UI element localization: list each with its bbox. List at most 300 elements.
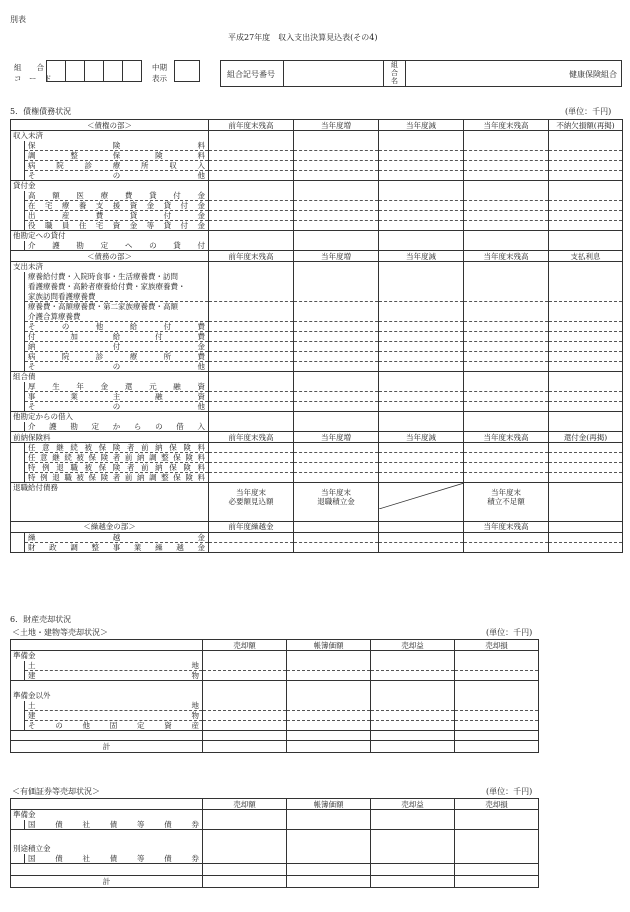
value-cell[interactable] — [203, 671, 287, 681]
value-cell[interactable] — [294, 221, 379, 231]
value-cell[interactable] — [287, 854, 371, 864]
value-cell[interactable] — [464, 231, 549, 241]
value-cell[interactable] — [209, 171, 294, 181]
value-cell[interactable] — [294, 201, 379, 211]
value-cell[interactable] — [379, 231, 464, 241]
item-label: 国債社債等債券 — [25, 820, 203, 830]
value-cell[interactable] — [464, 473, 549, 483]
value-cell[interactable] — [294, 352, 379, 362]
indent — [11, 312, 25, 322]
value-cell[interactable] — [209, 141, 294, 151]
value-cell[interactable] — [294, 292, 379, 302]
value-cell[interactable] — [209, 463, 294, 473]
value-cell[interactable] — [209, 342, 294, 352]
cell — [203, 864, 287, 876]
value-cell[interactable] — [549, 342, 623, 352]
value-cell[interactable] — [455, 711, 539, 721]
value-cell[interactable] — [371, 810, 455, 820]
table-row — [11, 412, 623, 422]
value-cell[interactable] — [209, 322, 294, 332]
item-label: 付加給付費 — [25, 332, 209, 342]
value-cell[interactable] — [464, 342, 549, 352]
value-cell[interactable] — [549, 322, 623, 332]
table-row — [11, 292, 623, 302]
value-cell[interactable] — [379, 171, 464, 181]
value-cell[interactable] — [371, 661, 455, 671]
value-cell[interactable] — [379, 241, 464, 251]
value-cell[interactable] — [209, 181, 294, 191]
value-cell[interactable] — [203, 691, 287, 701]
section6-unit: (単位：千円) — [486, 628, 533, 637]
value-cell[interactable] — [379, 322, 464, 332]
value-cell[interactable] — [549, 171, 623, 181]
item-label: 保険料 — [25, 141, 209, 151]
value-cell[interactable] — [549, 402, 623, 412]
value-cell[interactable] — [294, 372, 379, 382]
value-cell[interactable] — [209, 443, 294, 453]
value-cell[interactable] — [464, 372, 549, 382]
value-cell[interactable] — [379, 422, 464, 432]
item-label: 土地 — [25, 661, 203, 671]
value-cell[interactable] — [209, 542, 294, 552]
value-cell[interactable] — [294, 322, 379, 332]
table-row — [11, 830, 539, 844]
value-cell[interactable] — [294, 131, 379, 141]
value-cell[interactable] — [371, 876, 455, 888]
value-cell[interactable] — [549, 352, 623, 362]
value-cell[interactable] — [379, 201, 464, 211]
value-cell[interactable] — [379, 352, 464, 362]
value-cell[interactable] — [464, 211, 549, 221]
value-cell[interactable] — [464, 532, 549, 542]
value-cell[interactable] — [209, 352, 294, 362]
value-cell[interactable] — [203, 721, 287, 731]
value-cell[interactable] — [464, 332, 549, 342]
value-cell[interactable] — [379, 262, 464, 272]
value-cell[interactable] — [203, 661, 287, 671]
value-cell[interactable] — [464, 402, 549, 412]
table-row — [11, 322, 623, 332]
item-label: 家族訪問看護療養費 — [25, 292, 209, 302]
value-cell[interactable] — [549, 312, 623, 322]
value-cell[interactable] — [379, 392, 464, 402]
value-cell[interactable] — [455, 701, 539, 711]
value-cell[interactable] — [455, 671, 539, 681]
value-cell[interactable] — [455, 810, 539, 820]
value-cell[interactable] — [549, 392, 623, 402]
value-cell[interactable] — [464, 463, 549, 473]
value-cell[interactable] — [209, 241, 294, 251]
value-cell[interactable] — [549, 272, 623, 282]
value-cell[interactable] — [464, 161, 549, 171]
value-cell[interactable] — [294, 312, 379, 322]
value-cell[interactable] — [464, 221, 549, 231]
value-cell[interactable] — [209, 161, 294, 171]
value-cell[interactable] — [287, 661, 371, 671]
value-cell[interactable] — [209, 262, 294, 272]
value-cell[interactable] — [379, 191, 464, 201]
value-cell[interactable] — [203, 820, 287, 830]
table-row — [11, 854, 539, 864]
value-cell[interactable] — [209, 221, 294, 231]
value-cell[interactable] — [371, 721, 455, 731]
table-row — [11, 741, 539, 753]
value-cell[interactable] — [464, 382, 549, 392]
value-cell[interactable] — [294, 332, 379, 342]
value-cell[interactable] — [209, 382, 294, 392]
value-cell[interactable] — [464, 201, 549, 211]
value-cell[interactable] — [287, 671, 371, 681]
value-cell[interactable] — [294, 453, 379, 463]
union-info-box — [220, 60, 622, 87]
value-cell[interactable] — [464, 422, 549, 432]
value-cell[interactable] — [464, 191, 549, 201]
item-label: 看護療養費・高齢者療養給付費・家族療養費・ — [25, 282, 209, 292]
value-cell[interactable] — [464, 453, 549, 463]
land-building-subtitle: ＜土地・建物等売却状況＞ — [12, 628, 108, 637]
value-cell[interactable] — [549, 332, 623, 342]
value-cell[interactable] — [455, 691, 539, 701]
indent — [11, 322, 25, 332]
indent — [11, 292, 25, 302]
value-cell[interactable] — [203, 876, 287, 888]
value-cell[interactable] — [294, 473, 379, 483]
value-cell[interactable] — [379, 292, 464, 302]
value-cell[interactable] — [209, 312, 294, 322]
value-cell[interactable] — [209, 201, 294, 211]
value-cell[interactable] — [549, 221, 623, 231]
value-cell[interactable] — [379, 272, 464, 282]
value-cell[interactable] — [464, 262, 549, 272]
value-cell[interactable] — [455, 651, 539, 661]
item-label: 任意継続被保険者前納調整保険料 — [25, 453, 209, 463]
value-cell[interactable] — [549, 201, 623, 211]
table-row — [11, 302, 623, 312]
value-cell[interactable] — [379, 342, 464, 352]
value-cell[interactable] — [379, 463, 464, 473]
item-label: 財政調整事業繰越金 — [25, 542, 209, 552]
value-cell[interactable] — [209, 272, 294, 282]
value-cell[interactable] — [379, 312, 464, 322]
value-cell[interactable] — [287, 876, 371, 888]
value-cell[interactable] — [294, 141, 379, 151]
value-cell[interactable] — [294, 443, 379, 453]
value-cell[interactable] — [549, 282, 623, 292]
value-cell[interactable] — [379, 362, 464, 372]
indent — [11, 382, 25, 392]
value-cell[interactable] — [287, 844, 371, 854]
value-cell[interactable] — [379, 372, 464, 382]
value-cell[interactable] — [455, 820, 539, 830]
indent — [11, 191, 25, 201]
column-header: 帳簿価額 — [287, 799, 371, 810]
column-header: 当年度減 — [379, 432, 464, 443]
value-cell[interactable] — [209, 282, 294, 292]
item-label: 役職員住宅資金等貸付金 — [25, 221, 209, 231]
value-cell[interactable] — [294, 402, 379, 412]
value-cell[interactable] — [464, 412, 549, 422]
table-row — [11, 272, 623, 282]
item-label: 厚生年金還元融資 — [25, 382, 209, 392]
table-row — [11, 432, 623, 443]
indent — [11, 422, 25, 432]
value-cell[interactable] — [549, 362, 623, 372]
value-cell[interactable] — [455, 661, 539, 671]
value-cell[interactable] — [209, 131, 294, 141]
value-cell[interactable] — [371, 711, 455, 721]
value-cell[interactable] — [464, 392, 549, 402]
value-cell[interactable] — [379, 131, 464, 141]
cell — [11, 640, 203, 651]
item-label: その他 — [25, 402, 209, 412]
value-cell[interactable] — [549, 151, 623, 161]
value-cell[interactable] — [371, 671, 455, 681]
total-label: 計 — [102, 877, 111, 886]
value-cell[interactable] — [294, 302, 379, 312]
indent — [11, 342, 25, 352]
value-cell[interactable] — [209, 412, 294, 422]
value-cell[interactable] — [549, 372, 623, 382]
value-cell[interactable] — [549, 292, 623, 302]
column-header: 売却益 — [371, 640, 455, 651]
table-row — [11, 483, 623, 512]
column-header: 売却益 — [371, 799, 455, 810]
value-cell[interactable] — [549, 191, 623, 201]
value-cell[interactable] — [294, 272, 379, 282]
value-cell[interactable] — [203, 844, 287, 854]
value-cell[interactable] — [287, 721, 371, 731]
retire-required: 当年度末 必要額見込額 — [209, 483, 294, 512]
value-cell[interactable] — [455, 844, 539, 854]
value-cell[interactable] — [379, 453, 464, 463]
value-cell[interactable] — [549, 422, 623, 432]
value-cell[interactable] — [549, 473, 623, 483]
table-row — [11, 731, 539, 741]
table-row — [11, 362, 623, 372]
value-cell[interactable] — [464, 282, 549, 292]
table-row — [11, 681, 539, 691]
value-cell[interactable] — [379, 473, 464, 483]
value-cell[interactable] — [287, 691, 371, 701]
value-cell[interactable] — [464, 292, 549, 302]
section-label: 組合債 — [13, 372, 36, 382]
table-row — [11, 131, 623, 141]
value-cell[interactable] — [287, 651, 371, 661]
value-cell[interactable] — [379, 402, 464, 412]
value-cell[interactable] — [294, 211, 379, 221]
value-cell[interactable] — [294, 231, 379, 241]
item-label: その他 — [25, 362, 209, 372]
table-row — [11, 876, 539, 888]
column-header: 前年度末残高 — [209, 432, 294, 443]
value-cell[interactable] — [464, 272, 549, 282]
value-cell[interactable] — [464, 352, 549, 362]
value-cell[interactable] — [549, 412, 623, 422]
value-cell[interactable] — [209, 211, 294, 221]
value-cell[interactable] — [294, 282, 379, 292]
column-header: 不納欠損額(再掲) — [549, 120, 623, 131]
cell — [371, 681, 455, 691]
item-label: 納付金 — [25, 342, 209, 352]
value-cell[interactable] — [294, 382, 379, 392]
value-cell[interactable] — [379, 141, 464, 151]
value-cell[interactable] — [209, 473, 294, 483]
value-cell[interactable] — [549, 382, 623, 392]
value-cell[interactable] — [455, 876, 539, 888]
value-cell[interactable] — [464, 241, 549, 251]
value-cell[interactable] — [294, 532, 379, 542]
value-cell[interactable] — [209, 532, 294, 542]
value-cell[interactable] — [294, 262, 379, 272]
value-cell[interactable] — [203, 711, 287, 721]
value-cell[interactable] — [549, 211, 623, 221]
value-cell[interactable] — [549, 231, 623, 241]
value-cell[interactable] — [209, 231, 294, 241]
cell — [287, 830, 371, 844]
table-row — [11, 661, 539, 671]
value-cell[interactable] — [379, 443, 464, 453]
value-cell[interactable] — [371, 820, 455, 830]
value-cell[interactable] — [294, 412, 379, 422]
value-cell[interactable] — [549, 262, 623, 272]
value-cell[interactable] — [203, 651, 287, 661]
value-cell[interactable] — [371, 741, 455, 753]
total-label: 計 — [102, 742, 111, 751]
value-cell[interactable] — [464, 312, 549, 322]
value-cell[interactable] — [379, 181, 464, 191]
value-cell[interactable] — [371, 651, 455, 661]
value-cell[interactable] — [464, 362, 549, 372]
value-cell[interactable] — [294, 171, 379, 181]
value-cell[interactable] — [209, 332, 294, 342]
cell — [11, 681, 203, 691]
value-cell[interactable] — [209, 372, 294, 382]
value-cell[interactable] — [203, 854, 287, 864]
cell — [549, 521, 623, 532]
cell — [379, 521, 464, 532]
value-cell[interactable] — [464, 131, 549, 141]
value-cell[interactable] — [464, 151, 549, 161]
value-cell[interactable] — [294, 191, 379, 201]
value-cell[interactable] — [294, 181, 379, 191]
value-cell[interactable] — [379, 532, 464, 542]
value-cell[interactable] — [287, 711, 371, 721]
value-cell[interactable] — [464, 322, 549, 332]
value-cell[interactable] — [549, 443, 623, 453]
value-cell[interactable] — [294, 422, 379, 432]
value-cell[interactable] — [294, 542, 379, 552]
column-header: ＜債務の部＞ — [11, 251, 209, 262]
column-header: 当年度末残高 — [464, 521, 549, 532]
value-cell[interactable] — [371, 701, 455, 711]
value-cell[interactable] — [549, 453, 623, 463]
value-cell[interactable] — [209, 292, 294, 302]
value-cell[interactable] — [209, 151, 294, 161]
item-label: その他固定資産 — [25, 721, 203, 731]
value-cell[interactable] — [379, 542, 464, 552]
value-cell[interactable] — [203, 810, 287, 820]
table-row — [11, 521, 623, 532]
value-cell[interactable] — [549, 463, 623, 473]
value-cell[interactable] — [455, 854, 539, 864]
value-cell[interactable] — [287, 701, 371, 711]
union-code-label: 組 合 コ ー ド — [14, 63, 52, 83]
value-cell[interactable] — [287, 810, 371, 820]
table-row — [11, 651, 539, 661]
value-cell[interactable] — [549, 161, 623, 171]
item-label: 調整保険料 — [25, 151, 209, 161]
value-cell[interactable] — [209, 392, 294, 402]
indent — [11, 453, 25, 463]
value-cell[interactable] — [371, 691, 455, 701]
value-cell[interactable] — [379, 302, 464, 312]
value-cell[interactable] — [209, 302, 294, 312]
column-header: 当年度減 — [379, 251, 464, 262]
page-title: 平成27年度 収入支出決算見込表(その4) — [228, 33, 378, 42]
value-cell[interactable] — [464, 141, 549, 151]
value-cell[interactable] — [379, 282, 464, 292]
period-label: 中期 表示 — [152, 63, 167, 83]
value-cell[interactable] — [294, 463, 379, 473]
value-cell[interactable] — [464, 443, 549, 453]
union-code-boxes[interactable] — [46, 60, 142, 82]
value-cell[interactable] — [294, 362, 379, 372]
value-cell[interactable] — [379, 161, 464, 171]
section6-title: 6．財産売却状況 — [10, 615, 72, 624]
value-cell[interactable] — [294, 392, 379, 402]
value-cell[interactable] — [549, 181, 623, 191]
value-cell[interactable] — [209, 191, 294, 201]
value-cell[interactable] — [549, 131, 623, 141]
value-cell[interactable] — [209, 453, 294, 463]
value-cell[interactable] — [379, 151, 464, 161]
column-header: ＜繰越金の部＞ — [11, 521, 209, 532]
value-cell[interactable] — [287, 820, 371, 830]
value-cell[interactable] — [549, 532, 623, 542]
value-cell[interactable] — [379, 382, 464, 392]
table-row — [11, 251, 623, 262]
value-cell[interactable] — [371, 854, 455, 864]
value-cell[interactable] — [549, 241, 623, 251]
value-cell[interactable] — [379, 211, 464, 221]
value-cell[interactable] — [464, 181, 549, 191]
value-cell[interactable] — [203, 701, 287, 711]
value-cell[interactable] — [209, 362, 294, 372]
value-cell[interactable] — [294, 161, 379, 171]
value-cell[interactable] — [209, 402, 294, 412]
value-cell[interactable] — [549, 542, 623, 552]
value-cell[interactable] — [294, 241, 379, 251]
value-cell[interactable] — [464, 542, 549, 552]
value-cell[interactable] — [379, 221, 464, 231]
indent — [11, 362, 25, 372]
value-cell[interactable] — [455, 741, 539, 753]
value-cell[interactable] — [294, 342, 379, 352]
value-cell[interactable] — [371, 844, 455, 854]
value-cell[interactable] — [287, 741, 371, 753]
value-cell[interactable] — [203, 741, 287, 753]
value-cell[interactable] — [455, 721, 539, 731]
value-cell[interactable] — [464, 302, 549, 312]
value-cell[interactable] — [549, 141, 623, 151]
value-cell[interactable] — [209, 422, 294, 432]
value-cell[interactable] — [464, 171, 549, 181]
value-cell[interactable] — [379, 412, 464, 422]
value-cell[interactable] — [379, 332, 464, 342]
value-cell[interactable] — [549, 302, 623, 312]
period-box[interactable] — [174, 60, 200, 82]
value-cell[interactable] — [294, 151, 379, 161]
